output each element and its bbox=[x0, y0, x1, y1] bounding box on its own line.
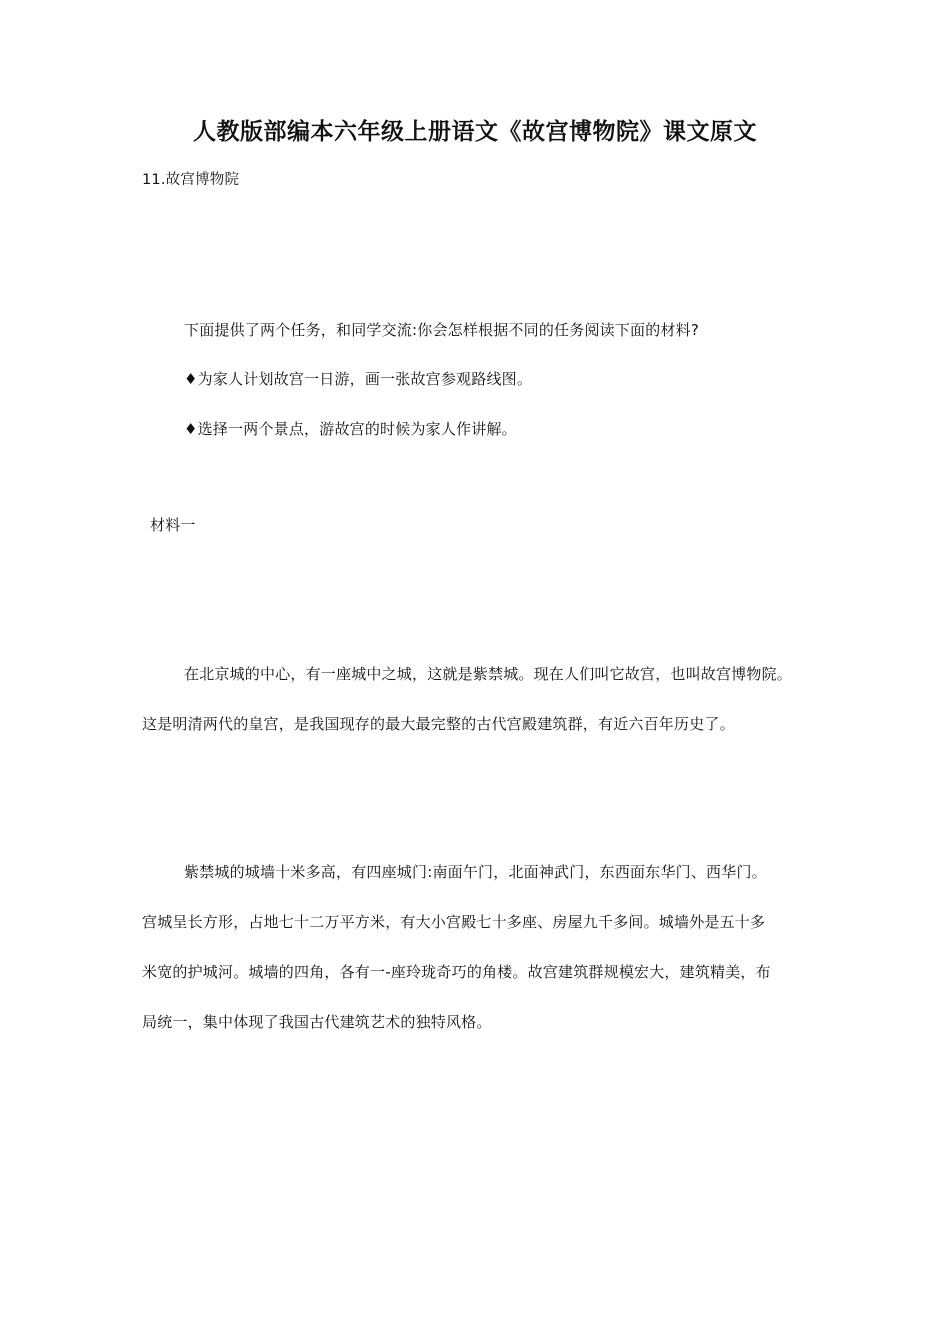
task-item-1: ♦为家人计划故宫一日游，画一张故宫参观路线图。 bbox=[184, 370, 533, 388]
paragraph-2-line-4: 局统一，集中体现了我国古代建筑艺术的独特风格。 bbox=[142, 1013, 492, 1031]
document-title: 人教版部编本六年级上册语文《故宫博物院》课文原文 bbox=[193, 119, 757, 145]
paragraph-1-line-2: 这是明清两代的皇宫，是我国现存的最大最完整的古代宫殿建筑群，有近六百年历史了。 bbox=[142, 715, 735, 733]
paragraph-2-line-2: 宫城呈长方形，占地七十二万平方米，有大小宫殿七十多座、房屋九千多间。城墙外是五十多 bbox=[142, 913, 766, 931]
paragraph-1-line-1: 在北京城的中心，有一座城中之城，这就是紫禁城。现在人们叫它故宫，也叫故宫博物院。 bbox=[184, 665, 793, 683]
paragraph-2-line-1: 紫禁城的城墙十米多高，有四座城门:南面午门，北面神武门，东西面东华门、西华门。 bbox=[184, 863, 767, 881]
lesson-heading: 11.故宫博物院 bbox=[142, 172, 240, 188]
paragraph-2-line-3: 米宽的护城河。城墙的四角，各有一-座玲珑奇巧的角楼。故宫建筑群规模宏大，建筑精美，布 bbox=[142, 963, 771, 981]
material-1-heading: 材料一 bbox=[150, 516, 196, 534]
task-item-2: ♦选择一两个景点，游故宫的时候为家人作讲解。 bbox=[184, 420, 517, 438]
instructions-intro: 下面提供了两个任务，和同学交流:你会怎样根据不同的任务阅读下面的材料? bbox=[184, 321, 700, 339]
